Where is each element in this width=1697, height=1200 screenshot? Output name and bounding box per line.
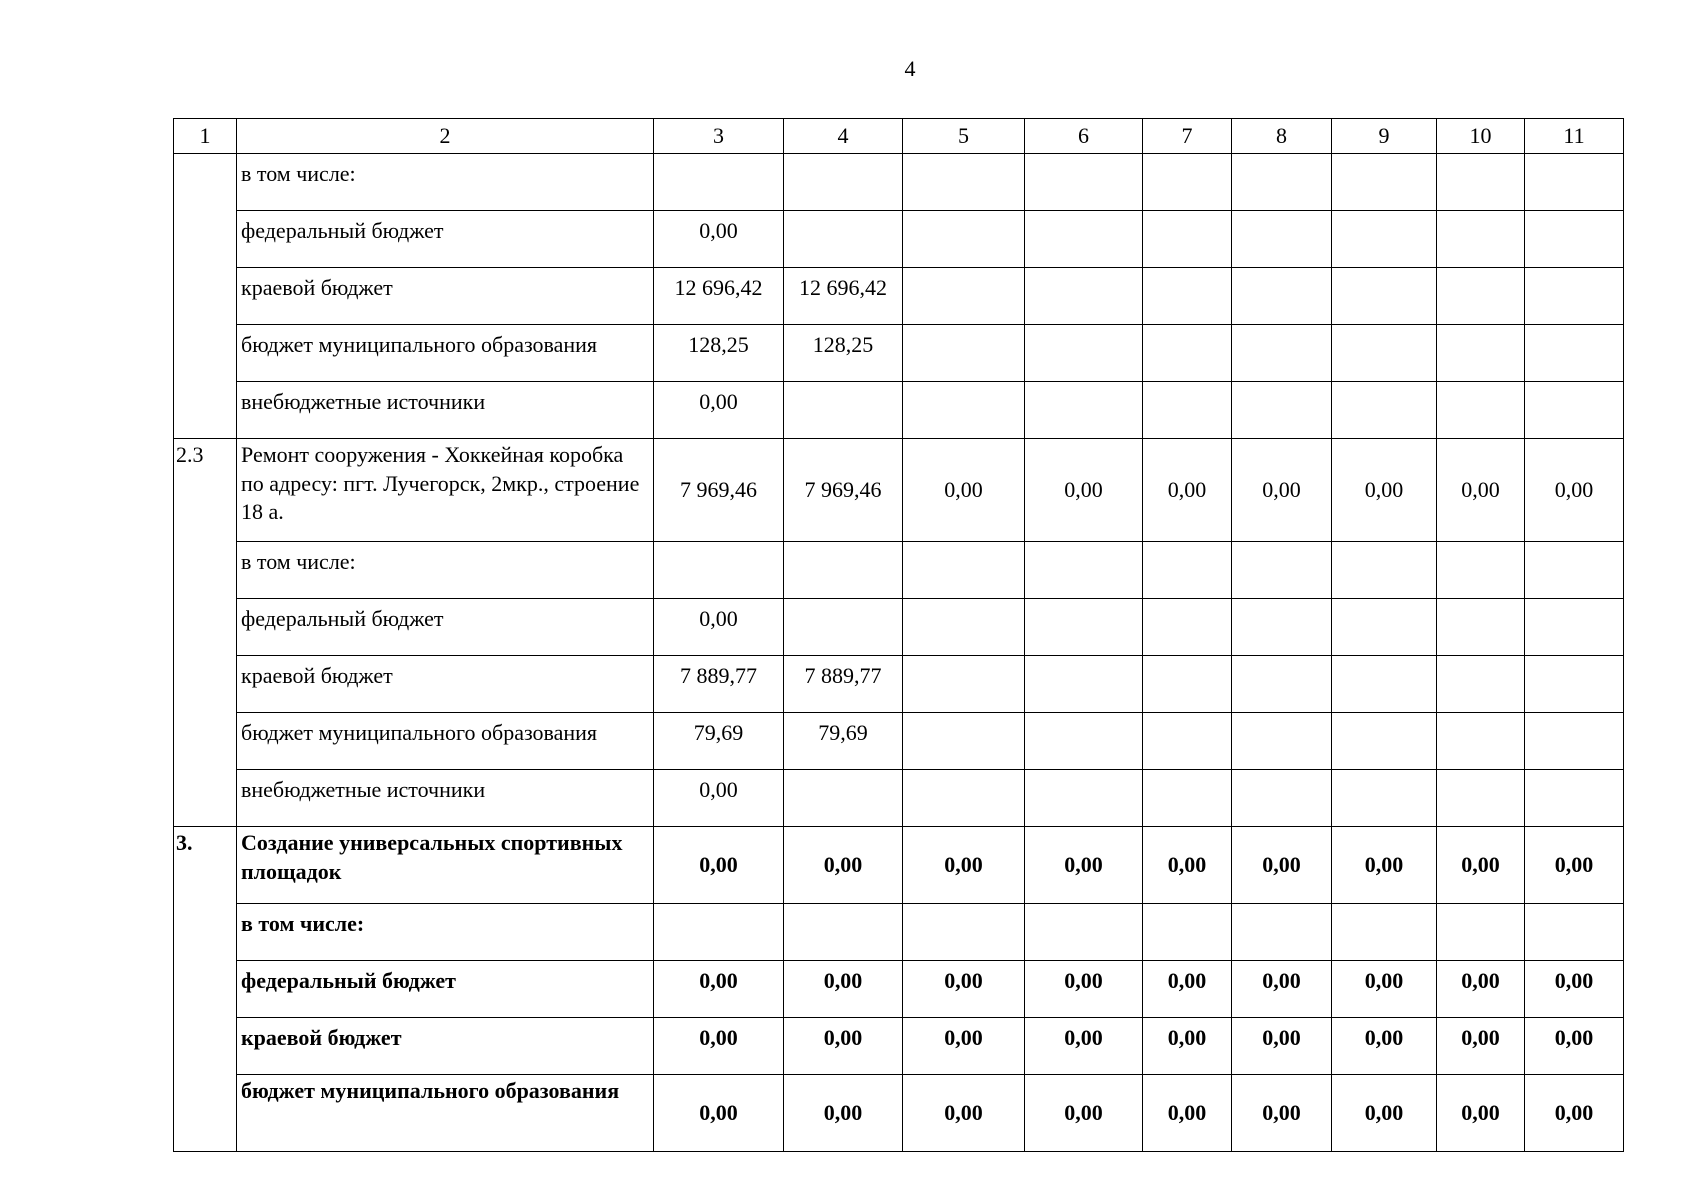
value-cell <box>1143 382 1232 439</box>
row-label-cell: федеральный бюджет <box>237 961 654 1018</box>
value-cell: 128,25 <box>784 325 903 382</box>
value-cell <box>1437 382 1525 439</box>
value-cell: 7 889,77 <box>654 656 784 713</box>
value-cell: 0,00 <box>903 961 1025 1018</box>
row-index-cell: 3. <box>174 827 237 1152</box>
value-cell <box>1232 770 1332 827</box>
value-cell <box>1232 904 1332 961</box>
value-cell: 12 696,42 <box>784 268 903 325</box>
value-cell <box>1525 599 1624 656</box>
value-cell: 0,00 <box>1332 1075 1437 1152</box>
value-cell <box>784 211 903 268</box>
value-cell: 79,69 <box>784 713 903 770</box>
value-cell: 0,00 <box>1232 1018 1332 1075</box>
value-cell: 12 696,42 <box>654 268 784 325</box>
value-cell: 128,25 <box>654 325 784 382</box>
row-index-cell <box>174 154 237 439</box>
value-cell: 0,00 <box>1025 961 1143 1018</box>
value-cell: 0,00 <box>1143 1018 1232 1075</box>
row-label-cell: бюджет муниципального образования <box>237 1075 654 1152</box>
value-cell: 0,00 <box>654 1018 784 1075</box>
value-cell <box>903 268 1025 325</box>
value-cell <box>1143 770 1232 827</box>
value-cell <box>1525 542 1624 599</box>
value-cell: 0,00 <box>1525 1075 1624 1152</box>
value-cell: 0,00 <box>1143 439 1232 542</box>
value-cell <box>1332 542 1437 599</box>
value-cell <box>1437 542 1525 599</box>
value-cell <box>1025 382 1143 439</box>
value-cell: 0,00 <box>1025 827 1143 904</box>
value-cell <box>1525 268 1624 325</box>
value-cell: 0,00 <box>1143 1075 1232 1152</box>
value-cell: 0,00 <box>784 1075 903 1152</box>
table-row <box>174 599 1624 656</box>
table-row <box>174 211 1624 268</box>
value-cell: 0,00 <box>1437 827 1525 904</box>
table-row <box>174 656 1624 713</box>
value-cell <box>903 656 1025 713</box>
value-cell: 0,00 <box>1025 1075 1143 1152</box>
value-cell <box>1143 904 1232 961</box>
value-cell <box>1025 599 1143 656</box>
value-cell <box>1525 382 1624 439</box>
value-cell: 0,00 <box>1025 439 1143 542</box>
value-cell <box>1332 154 1437 211</box>
table-row <box>174 713 1624 770</box>
value-cell <box>1437 211 1525 268</box>
value-cell: 0,00 <box>903 1018 1025 1075</box>
value-cell <box>1525 656 1624 713</box>
value-cell <box>1437 656 1525 713</box>
table-row <box>174 268 1624 325</box>
row-label-cell: внебюджетные источники <box>237 382 654 439</box>
value-cell <box>1143 154 1232 211</box>
value-cell: 79,69 <box>654 713 784 770</box>
value-cell: 0,00 <box>1332 827 1437 904</box>
value-cell: 0,00 <box>784 827 903 904</box>
value-cell <box>1025 713 1143 770</box>
value-cell <box>1232 599 1332 656</box>
value-cell: 0,00 <box>654 827 784 904</box>
value-cell <box>1332 268 1437 325</box>
value-cell: 7 889,77 <box>784 656 903 713</box>
value-cell <box>1143 713 1232 770</box>
value-cell: 0,00 <box>1437 1018 1525 1075</box>
column-header: 10 <box>1437 119 1525 154</box>
value-cell: 0,00 <box>1025 1018 1143 1075</box>
value-cell: 0,00 <box>1525 1018 1624 1075</box>
value-cell <box>903 713 1025 770</box>
value-cell <box>1332 904 1437 961</box>
table-row <box>174 542 1624 599</box>
value-cell <box>1143 542 1232 599</box>
value-cell <box>1525 154 1624 211</box>
value-cell <box>1025 211 1143 268</box>
value-cell <box>1143 268 1232 325</box>
value-cell: 0,00 <box>903 439 1025 542</box>
value-cell: 0,00 <box>903 827 1025 904</box>
value-cell <box>903 211 1025 268</box>
value-cell: 0,00 <box>1332 1018 1437 1075</box>
value-cell <box>1232 325 1332 382</box>
value-cell <box>784 904 903 961</box>
value-cell <box>1025 154 1143 211</box>
value-cell: 0,00 <box>784 961 903 1018</box>
value-cell: 0,00 <box>654 961 784 1018</box>
column-header: 6 <box>1025 119 1143 154</box>
value-cell <box>654 904 784 961</box>
table-row <box>174 770 1624 827</box>
row-label-cell: в том числе: <box>237 904 654 961</box>
row-label-cell: краевой бюджет <box>237 1018 654 1075</box>
column-header: 7 <box>1143 119 1232 154</box>
table-body <box>174 154 1624 1152</box>
value-cell <box>1232 713 1332 770</box>
row-index-cell: 2.3 <box>174 439 237 827</box>
value-cell <box>784 770 903 827</box>
value-cell <box>1332 713 1437 770</box>
value-cell <box>1232 542 1332 599</box>
value-cell: 0,00 <box>1232 961 1332 1018</box>
row-label-cell: Ремонт сооружения - Хоккейная коробка по адресу: пгт. Лучегорск, 2мкр., строение 18 а. <box>237 439 654 542</box>
value-cell <box>1332 325 1437 382</box>
value-cell <box>1332 211 1437 268</box>
column-header: 5 <box>903 119 1025 154</box>
value-cell: 7 969,46 <box>654 439 784 542</box>
value-cell: 0,00 <box>1525 827 1624 904</box>
value-cell <box>1332 599 1437 656</box>
value-cell: 0,00 <box>654 211 784 268</box>
value-cell <box>1232 382 1332 439</box>
value-cell <box>1232 154 1332 211</box>
value-cell <box>1143 656 1232 713</box>
table-row <box>174 827 1624 904</box>
value-cell <box>784 599 903 656</box>
value-cell <box>903 542 1025 599</box>
value-cell <box>1525 325 1624 382</box>
value-cell <box>903 325 1025 382</box>
value-cell <box>903 599 1025 656</box>
table-row <box>174 439 1624 542</box>
value-cell <box>1232 211 1332 268</box>
row-label-cell: в том числе: <box>237 542 654 599</box>
value-cell: 0,00 <box>903 1075 1025 1152</box>
value-cell: 0,00 <box>1525 439 1624 542</box>
column-header: 11 <box>1525 119 1624 154</box>
value-cell: 0,00 <box>1437 439 1525 542</box>
value-cell <box>1437 713 1525 770</box>
value-cell: 0,00 <box>1525 961 1624 1018</box>
value-cell <box>1437 325 1525 382</box>
value-cell: 7 969,46 <box>784 439 903 542</box>
table-row <box>174 1018 1624 1075</box>
table-row <box>174 382 1624 439</box>
value-cell <box>784 542 903 599</box>
value-cell: 0,00 <box>1332 439 1437 542</box>
value-cell: 0,00 <box>654 382 784 439</box>
row-label-cell: Создание универсальных спортивных площадок <box>237 827 654 904</box>
value-cell <box>1143 211 1232 268</box>
table-row <box>174 154 1624 211</box>
value-cell <box>1332 770 1437 827</box>
value-cell: 0,00 <box>1143 827 1232 904</box>
value-cell <box>1143 325 1232 382</box>
value-cell <box>1025 542 1143 599</box>
value-cell <box>903 154 1025 211</box>
value-cell: 0,00 <box>1232 827 1332 904</box>
value-cell <box>1025 656 1143 713</box>
row-label-cell: внебюджетные источники <box>237 770 654 827</box>
column-header: 1 <box>174 119 237 154</box>
value-cell <box>1437 904 1525 961</box>
value-cell: 0,00 <box>654 1075 784 1152</box>
value-cell <box>784 154 903 211</box>
column-header: 9 <box>1332 119 1437 154</box>
value-cell <box>1332 382 1437 439</box>
value-cell <box>1025 325 1143 382</box>
column-header: 4 <box>784 119 903 154</box>
value-cell <box>1025 904 1143 961</box>
value-cell: 0,00 <box>1332 961 1437 1018</box>
value-cell <box>1525 211 1624 268</box>
row-label-cell: бюджет муниципального образования <box>237 713 654 770</box>
row-label-cell: бюджет муниципального образования <box>237 325 654 382</box>
value-cell <box>1525 770 1624 827</box>
table-header-row <box>174 119 1624 154</box>
value-cell: 0,00 <box>1437 1075 1525 1152</box>
value-cell <box>1437 599 1525 656</box>
value-cell: 0,00 <box>1232 1075 1332 1152</box>
row-label-cell: федеральный бюджет <box>237 599 654 656</box>
value-cell <box>784 382 903 439</box>
column-header: 3 <box>654 119 784 154</box>
budget-table <box>173 118 1624 1152</box>
row-label-cell: федеральный бюджет <box>237 211 654 268</box>
value-cell <box>903 382 1025 439</box>
value-cell <box>903 904 1025 961</box>
page-number: 4 <box>904 56 916 81</box>
value-cell <box>1025 770 1143 827</box>
value-cell: 0,00 <box>1232 439 1332 542</box>
value-cell <box>1232 656 1332 713</box>
table-row <box>174 325 1624 382</box>
value-cell <box>903 770 1025 827</box>
column-header: 2 <box>237 119 654 154</box>
row-label-cell: в том числе: <box>237 154 654 211</box>
value-cell <box>654 542 784 599</box>
value-cell <box>1332 656 1437 713</box>
table-row <box>174 961 1624 1018</box>
value-cell <box>1143 599 1232 656</box>
table-row <box>174 904 1624 961</box>
value-cell: 0,00 <box>654 770 784 827</box>
value-cell <box>1232 268 1332 325</box>
value-cell <box>1525 904 1624 961</box>
row-label-cell: краевой бюджет <box>237 268 654 325</box>
column-header: 8 <box>1232 119 1332 154</box>
value-cell <box>1525 713 1624 770</box>
value-cell: 0,00 <box>654 599 784 656</box>
value-cell <box>1437 770 1525 827</box>
value-cell <box>1437 268 1525 325</box>
value-cell: 0,00 <box>1437 961 1525 1018</box>
value-cell <box>1437 154 1525 211</box>
table-row <box>174 1075 1624 1152</box>
row-label-cell: краевой бюджет <box>237 656 654 713</box>
value-cell: 0,00 <box>784 1018 903 1075</box>
value-cell <box>1025 268 1143 325</box>
value-cell: 0,00 <box>1143 961 1232 1018</box>
value-cell <box>654 154 784 211</box>
